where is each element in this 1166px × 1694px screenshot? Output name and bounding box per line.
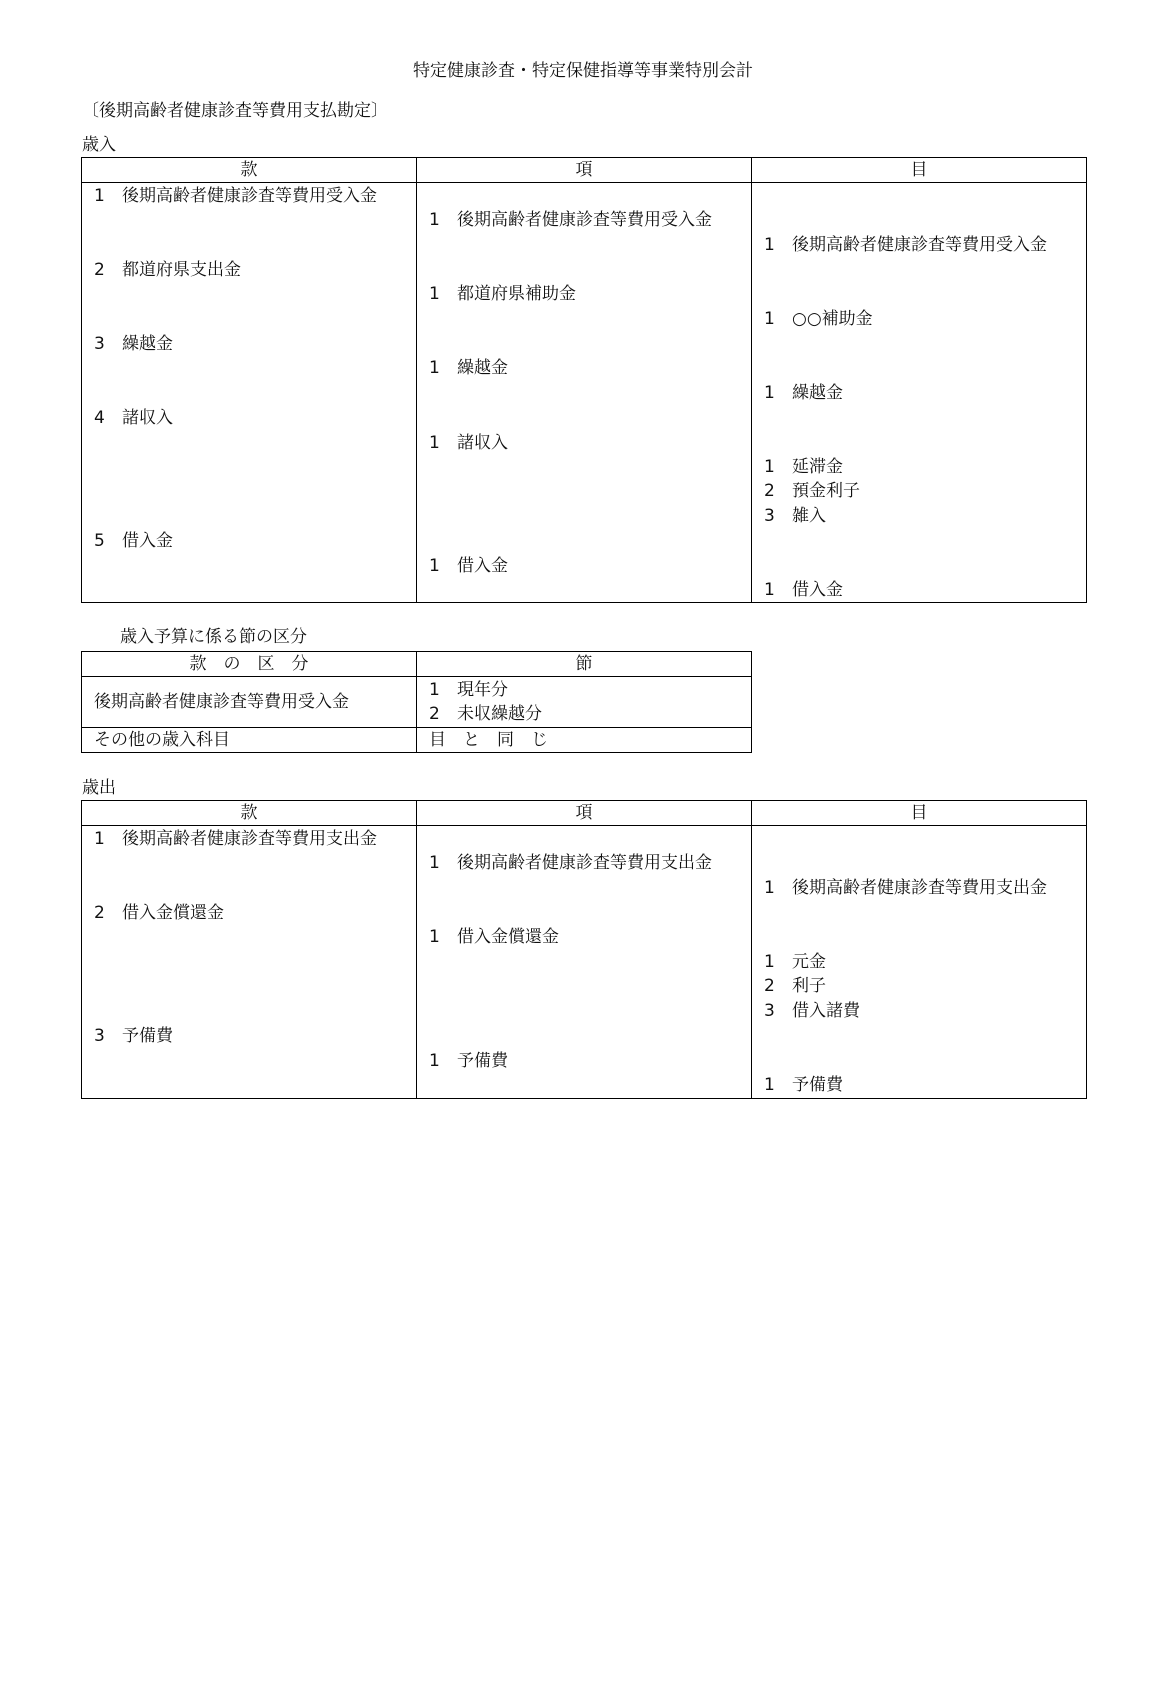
section-table-label: 歳入予算に係る節の区分 (120, 627, 307, 647)
revenue-moku-item: 1 後期高齢者健康診査等費用受入金 (764, 235, 1047, 255)
expenditure-moku-item: 1 後期高齢者健康診査等費用支出金 (764, 878, 1047, 898)
column-divider (416, 652, 417, 752)
expenditure-moku-item: 2 利子 (764, 976, 826, 996)
setsu-item: 2 未収繰越分 (429, 704, 542, 724)
column-divider (751, 158, 752, 602)
revenue-moku-item: 1 ○○補助金 (764, 309, 873, 329)
revenue-kan-item: 5 借入金 (94, 531, 173, 551)
revenue-moku-item: 3 雑入 (764, 506, 826, 526)
revenue-moku-item: 1 延滞金 (764, 457, 843, 477)
revenue-kou-item: 1 後期高齢者健康診査等費用受入金 (429, 210, 712, 230)
expenditure-section-label: 歳出 (82, 778, 116, 798)
expenditure-moku-item: 3 借入諸費 (764, 1001, 860, 1021)
expenditure-kou-item: 1 借入金償還金 (429, 927, 559, 947)
document-subtitle: 〔後期高齢者健康診査等費用支払勘定〕 (82, 101, 388, 121)
column-divider (751, 801, 752, 1098)
expenditure-kou-item: 1 予備費 (429, 1051, 508, 1071)
header-kan: 款 (240, 803, 258, 823)
revenue-moku-item: 1 借入金 (764, 580, 843, 600)
revenue-moku-item: 1 繰越金 (764, 383, 843, 403)
section-table (81, 651, 752, 753)
header-kan-kubun: 款 の 区 分 (189, 654, 309, 674)
header-moku: 目 (910, 803, 928, 823)
section-row-kan: 後期高齢者健康診査等費用受入金 (94, 692, 349, 712)
expenditure-table-header (82, 801, 1086, 826)
setsu-same-as-moku: 目 と 同 じ (429, 730, 548, 750)
section-row-kan: その他の歳入科目 (94, 730, 230, 750)
revenue-kou-item: 1 借入金 (429, 556, 508, 576)
document-title: 特定健康診査・特定保健指導等事業特別会計 (413, 61, 753, 81)
expenditure-moku-item: 1 予備費 (764, 1075, 843, 1095)
column-divider (416, 801, 417, 1098)
revenue-section-label: 歳入 (82, 135, 116, 155)
revenue-kan-item: 2 都道府県支出金 (94, 260, 241, 280)
expenditure-moku-item: 1 元金 (764, 952, 826, 972)
header-kou: 項 (575, 803, 593, 823)
header-setsu: 節 (575, 654, 593, 674)
header-kou: 項 (575, 160, 593, 180)
revenue-table (81, 157, 1087, 603)
header-moku: 目 (910, 160, 928, 180)
revenue-kou-item: 1 諸収入 (429, 433, 508, 453)
revenue-kou-item: 1 都道府県補助金 (429, 284, 576, 304)
header-kan: 款 (240, 160, 258, 180)
revenue-kan-item: 1 後期高齢者健康診査等費用受入金 (94, 186, 377, 206)
revenue-kou-item: 1 繰越金 (429, 358, 508, 378)
revenue-table-header (82, 158, 1086, 183)
expenditure-kan-item: 3 予備費 (94, 1026, 173, 1046)
setsu-item: 1 現年分 (429, 680, 508, 700)
expenditure-table (81, 800, 1087, 1099)
revenue-kan-item: 3 繰越金 (94, 334, 173, 354)
expenditure-kan-item: 2 借入金償還金 (94, 903, 224, 923)
column-divider (416, 158, 417, 602)
revenue-moku-item: 2 預金利子 (764, 481, 860, 501)
expenditure-kou-item: 1 後期高齢者健康診査等費用支出金 (429, 853, 712, 873)
revenue-kan-item: 4 諸収入 (94, 408, 173, 428)
expenditure-kan-item: 1 後期高齢者健康診査等費用支出金 (94, 829, 377, 849)
